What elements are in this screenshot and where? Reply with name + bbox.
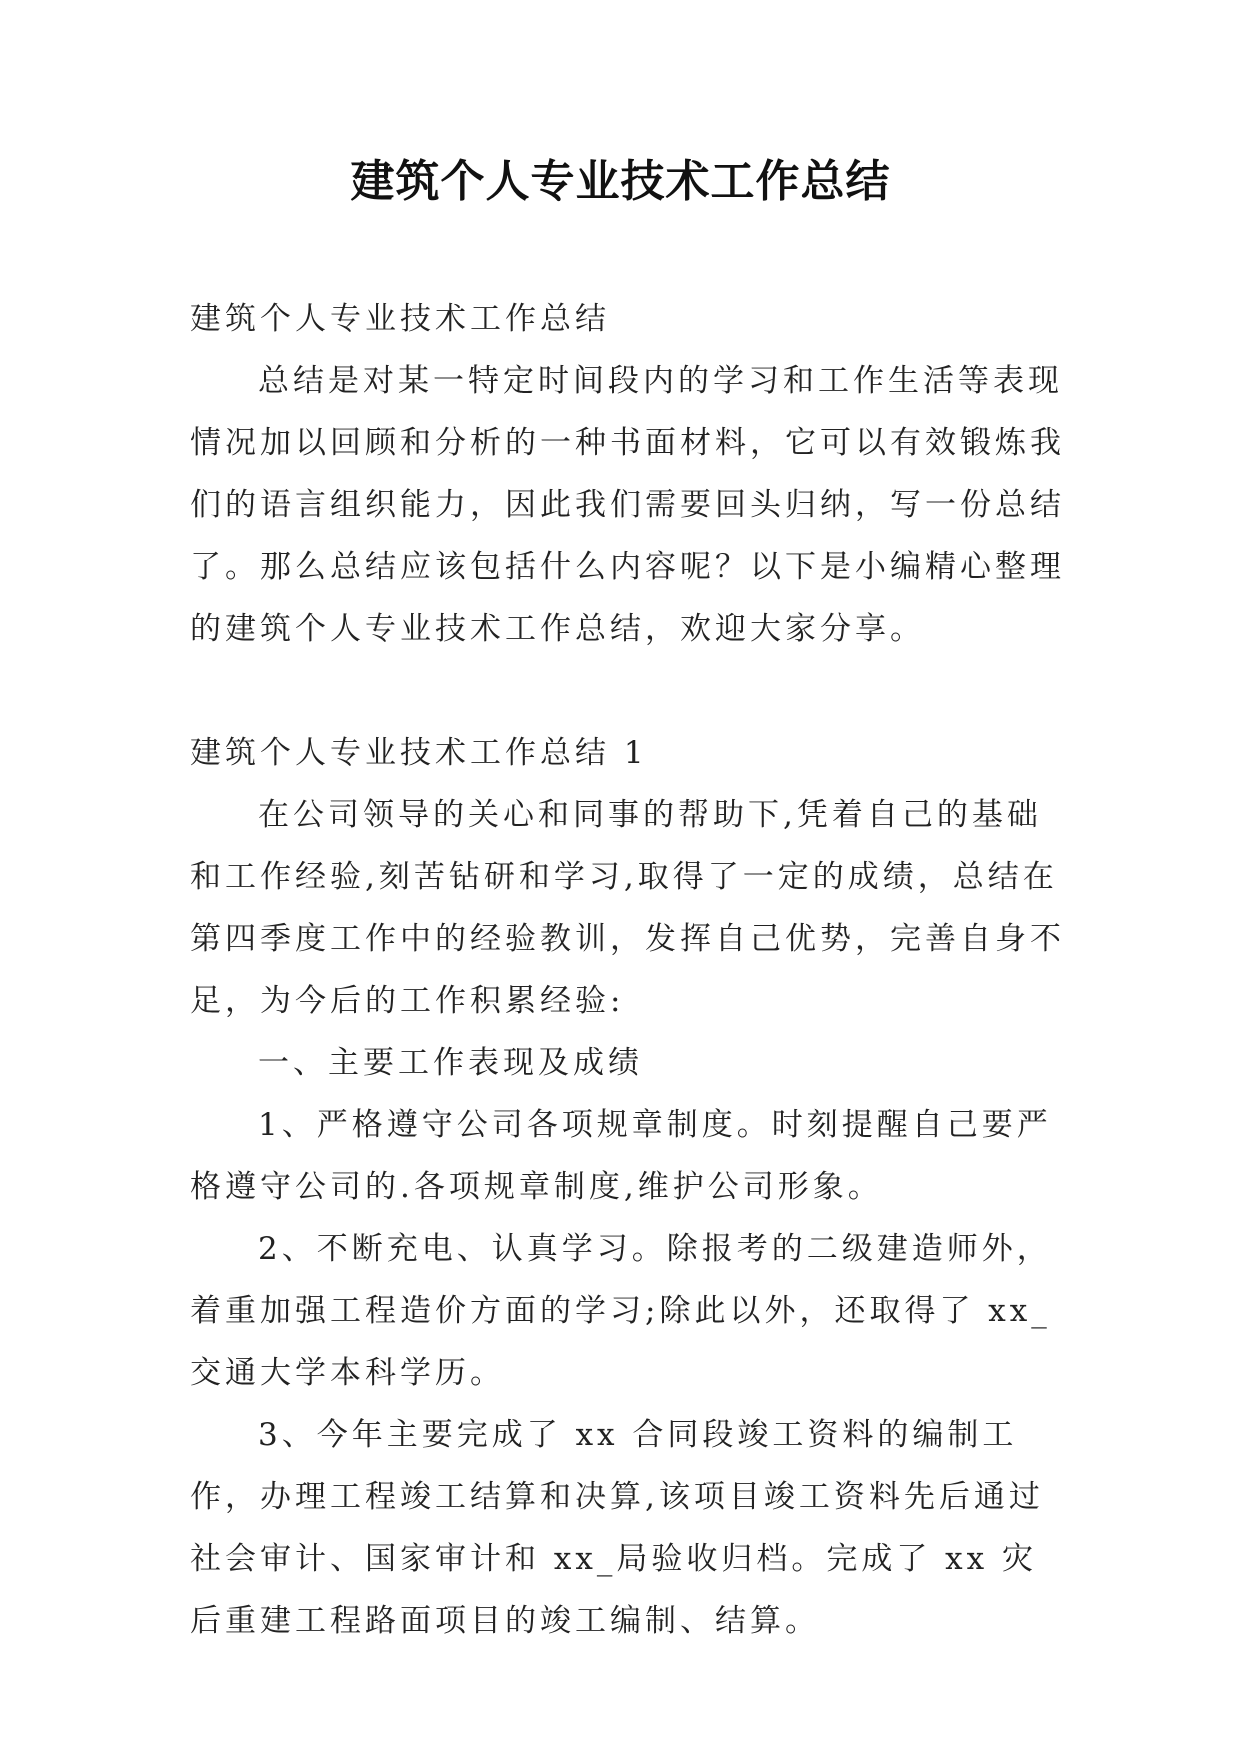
- body-paragraph: 一、主要工作表现及成绩: [258, 1045, 643, 1081]
- body-paragraph: 在公司领导的关心和同事的帮助下,凭着自己的基础和工作经验,刻苦钻研和学习,取得了一定的成绩，总结在第四季度工作中的经验教训，发挥自己优势，完善自身不足，为今后的工作积累经验:: [190, 797, 1065, 1019]
- body-paragraph: 2、不断充电、认真学习。除报考的二级建造师外，着重加强工程造价方面的学习;除此以外，还取得了 xx_交通大学本科学历。: [190, 1231, 1052, 1391]
- document-title: 建筑个人专业技术工作总结: [350, 156, 891, 207]
- document-body: [190, 288, 1070, 1652]
- section-spacer: [190, 660, 1070, 722]
- intro-paragraph: 总结是对某一特定时间段内的学习和工作生活等表现情况加以回顾和分析的一种书面材料，它可以有效锻炼我们的语言组织能力，因此我们需要回头归纳，写一份总结了。那么总结应该包括什么内容呢？以下是小编精心整理的建筑个人专业技术工作总结，欢迎大家分享。: [190, 363, 1065, 647]
- body-paragraph: 3、今年主要完成了 xx 合同段竣工资料的编制工作，办理工程竣工结算和决算,该项目竣工资料先后通过社会审计、国家审计和 xx_局验收归档。完成了 xx 灾后重建工程路面项目的竣工编制、结算。: [190, 1417, 1044, 1639]
- section-title: 建筑个人专业技术工作总结 1: [190, 735, 648, 771]
- document-subtitle: 建筑个人专业技术工作总结: [190, 301, 610, 337]
- body-paragraph: 1、严格遵守公司各项规章制度。时刻提醒自己要严格遵守公司的.各项规章制度,维护公司形象。: [190, 1107, 1052, 1205]
